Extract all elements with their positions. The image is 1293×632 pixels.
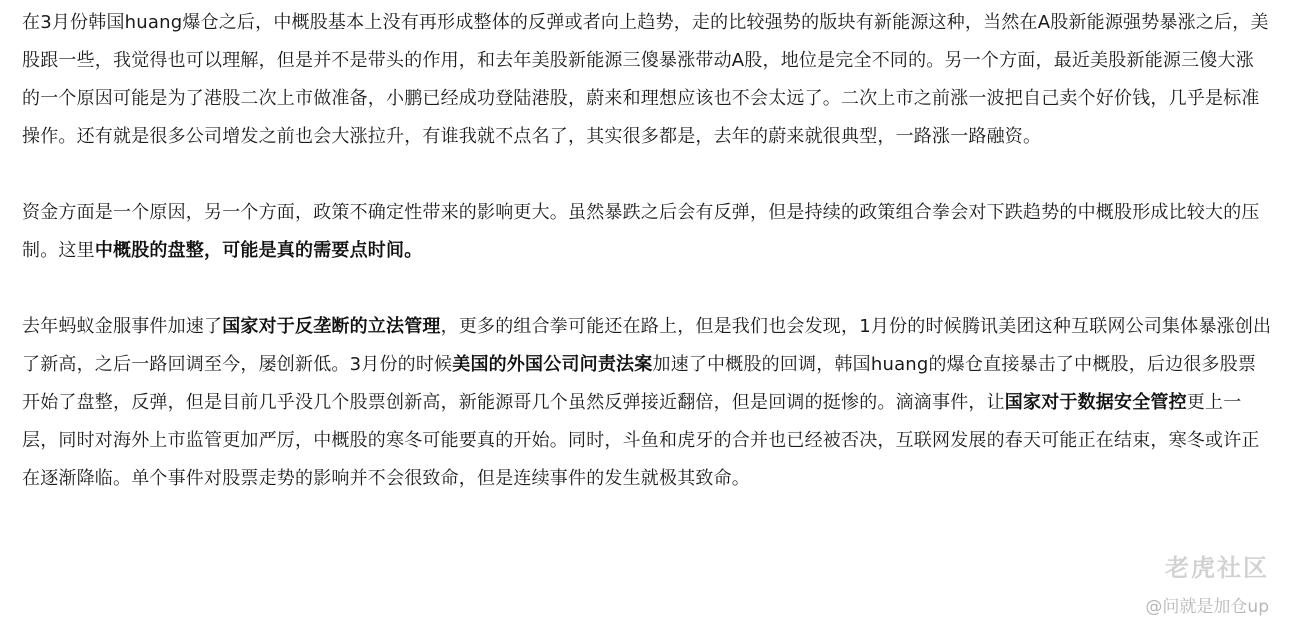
paragraph [22,308,1272,498]
paragraph [22,4,1272,156]
body-text: 资金方面是一个原因，另一个方面，政策不确定性带来的影响更大。虽然暴跌之后会有反弹，但是持续的政策组合拳会对下跌趋势的中概股形成比较大的压制。这里 [22,202,1260,261]
body-text: 去年蚂蚁金服事件加速了 [22,316,223,337]
emphasized-text: 国家对于反垄断的立法管理 [222,316,441,337]
emphasized-text: 中概股的盘整，可能是真的需要点时间。 [94,240,423,261]
article-body [22,4,1272,498]
author-watermark: @问就是加仓up [1145,597,1269,617]
body-text: ，更多的组合拳可能还在路上，但是我们也会发现，1月份的时候腾讯美团这种互联网公司集体暴涨创出了新高，之后一路回调至今，屡创新低。3月份的时候 [22,316,1272,375]
paragraph [22,194,1272,270]
body-text: 在3月份韩国huang爆仓之后，中概股基本上没有再形成整体的反弹或者向上趋势，走的比较强势的版块有新能源这种，当然在A股新能源强势暴涨之后，美股跟一些，我觉得也可以理解，但是并不是带头的作用，和去年美股新能源三傻暴涨带动A股，地位是完全不同的。另一个方面，最近美股新能源三傻大涨的一个原因可能是为了港股二次上市做准备，小鹏已经成功登陆港股，蔚来和理想应该也不会太远了。二次上市之前涨一波把自己卖个好价钱，几乎是标准操作。还有就是很多公司增发之前也会大涨拉升，有谁我就不点名了，其实很多都是，去年的蔚来就很典型，一路涨一路融资。 [22,12,1269,147]
emphasized-text: 美国的外国公司问责法案 [452,354,653,375]
community-watermark-logo: 老虎社区 [1165,554,1269,582]
body-text: 更上一层，同时对海外上市监管更加严厉，中概股的寒冬可能要真的开始。同时，斗鱼和虎牙的合并也已经被否决，互联网发展的春天可能正在结束，寒冬或许正在逐渐降临。单个事件对股票走势的影响并不会很致命，但是连续事件的发生就极其致命。 [22,392,1260,489]
body-text: 加速了中概股的回调，韩国huang的爆仓直接暴击了中概股，后边很多股票开始了盘整，反弹，但是目前几乎没几个股票创新高，新能源哥几个虽然反弹接近翻倍，但是回调的挺惨的。滴滴事件，让 [22,354,1257,413]
emphasized-text: 国家对于数据安全管控 [1004,392,1187,413]
